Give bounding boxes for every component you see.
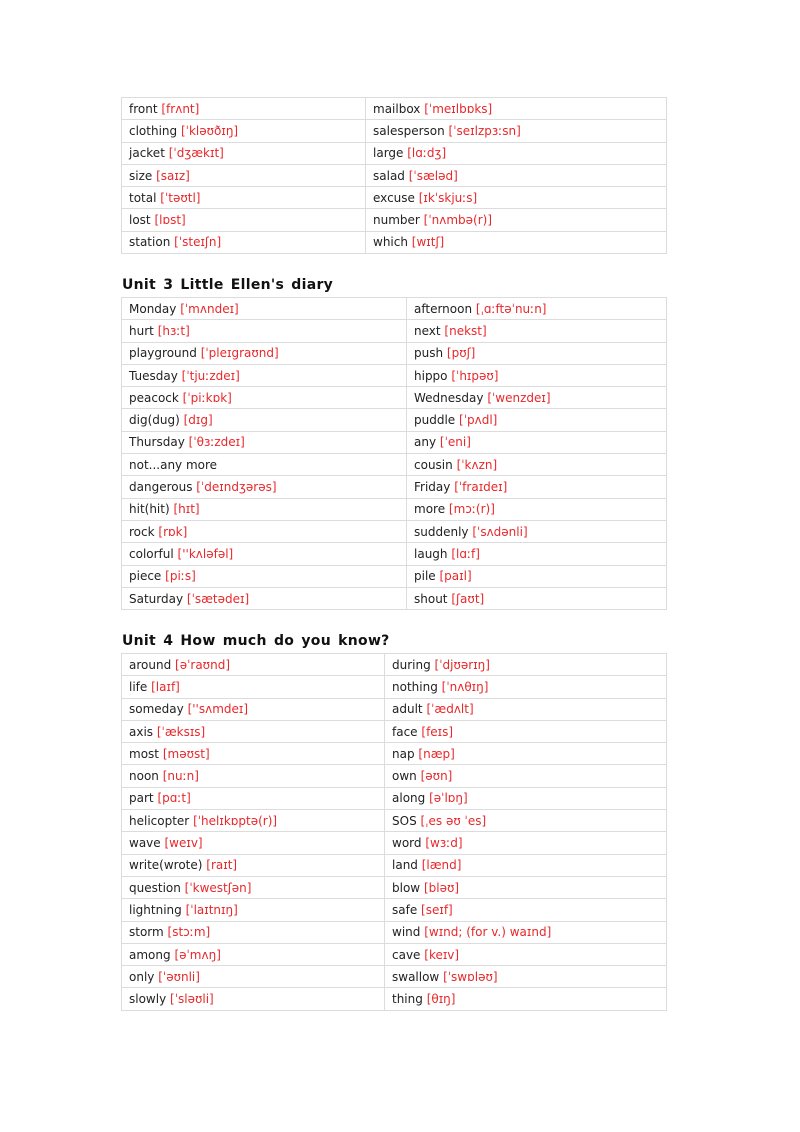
vocab-cell [122,454,407,476]
vocab-word: only [129,969,155,984]
table-row [122,164,667,186]
vocab-cell [122,431,407,453]
vocab-word: most [129,746,159,761]
table-row [122,120,667,142]
vocab-pronunciation: [ˈkʌzn] [456,457,498,472]
vocab-cell [122,654,385,676]
vocab-word: suddenly [414,524,469,539]
vocab-word: size [129,168,153,183]
vocab-word: rock [129,524,155,539]
vocab-word: own [392,769,417,784]
vocab-cell [407,342,667,364]
table-row [122,342,667,364]
vocab-cell [366,142,667,164]
vocab-cell [385,943,667,965]
vocab-cell [407,409,667,431]
table-row [122,654,667,676]
vocab-pronunciation: [dɪg] [183,413,213,428]
vocab-table-unit3 [121,297,667,610]
vocab-pronunciation: [ˌɑːftəˈnuːn] [475,301,547,316]
vocab-cell [407,454,667,476]
vocab-table-body [122,298,667,610]
vocab-cell [385,654,667,676]
vocab-cell [122,854,385,876]
vocab-pronunciation: [ˈpleɪgraʊnd] [200,346,279,361]
vocab-cell [122,988,385,1010]
table-row [122,320,667,342]
vocab-word: excuse [373,190,415,205]
vocab-cell [385,720,667,742]
vocab-word: pile [414,569,436,584]
vocab-pronunciation: [ˈəʊnli] [158,969,200,984]
vocab-word: lightning [129,902,182,917]
vocab-pronunciation: [hɜːt] [157,323,190,338]
vocab-pronunciation: [ˈsləʊli] [170,992,214,1007]
vocab-cell [122,810,385,832]
table-row [122,543,667,565]
vocab-pronunciation: [ˈeni] [439,435,471,450]
vocab-pronunciation: [ˈtjuːzdeɪ] [181,368,240,383]
vocab-word: thing [392,992,423,1007]
vocab-cell [366,98,667,120]
table-row [122,142,667,164]
vocab-word: land [392,858,418,873]
vocab-cell [122,164,366,186]
vocab-word: puddle [414,413,456,428]
vocab-cell [366,187,667,209]
vocab-word: cave [392,947,421,962]
vocab-pronunciation: [seɪf] [421,902,453,917]
vocab-word: Monday [129,301,177,316]
vocab-pronunciation: [ˈkləʊðɪŋ] [180,123,239,138]
table-row [122,209,667,231]
vocab-cell [385,899,667,921]
vocab-cell [122,298,407,320]
vocab-pronunciation: [ˈdʒækɪt] [168,146,224,161]
table-row [122,943,667,965]
vocab-pronunciation: [lænd] [421,858,462,873]
table-row [122,988,667,1010]
table-row [122,810,667,832]
vocab-cell [407,320,667,342]
vocab-word: next [414,323,441,338]
vocab-pronunciation: [ˈnʌθɪŋ] [441,679,489,694]
vocab-cell [385,876,667,898]
vocab-word: face [392,724,418,739]
vocab-word: hippo [414,368,448,383]
vocab-cell [407,587,667,609]
vocab-word: clothing [129,123,178,138]
vocab-cell [122,409,407,431]
vocab-word: part [129,791,154,806]
table-row [122,676,667,698]
vocab-cell [366,231,667,253]
vocab-word: during [392,657,431,672]
vocab-cell [122,120,366,142]
vocab-cell [122,320,407,342]
vocab-cell [122,498,407,520]
table-row [122,966,667,988]
vocab-cell [122,520,407,542]
vocab-cell [122,720,385,742]
vocab-pronunciation: [ˈθɜːzdeɪ] [188,435,245,450]
unit-4-heading: Unit 4 How much do you know? [122,633,390,649]
vocab-word: helicopter [129,813,190,828]
vocab-pronunciation: [ˈædʌlt] [426,702,474,717]
vocab-pronunciation: [frʌnt] [161,101,200,116]
vocab-word: write(wrote) [129,858,203,873]
vocab-pronunciation: [stɔːm] [167,925,211,940]
vocab-cell [122,832,385,854]
vocab-pronunciation: [ˈdjʊərɪŋ] [434,657,490,672]
vocab-pronunciation: [ˈmeɪlbɒks] [424,101,493,116]
vocab-word: along [392,791,426,806]
table-row [122,765,667,787]
vocab-word: playground [129,346,197,361]
vocab-cell [407,565,667,587]
table-row [122,787,667,809]
vocab-pronunciation: [ˈsʌdənli] [472,524,528,539]
vocab-pronunciation: [wɪnd; (for v.) waɪnd] [424,925,552,940]
vocab-table-body [122,98,667,254]
table-row [122,587,667,609]
vocab-word: safe [392,902,418,917]
vocab-word: any [414,435,437,450]
vocab-cell [122,209,366,231]
vocab-cell [122,966,385,988]
vocab-pronunciation: [piːs] [165,569,196,584]
vocab-word: salad [373,168,405,183]
vocab-word: swallow [392,969,440,984]
vocab-cell [122,543,407,565]
table-row [122,187,667,209]
vocab-pronunciation: [ˈfraɪdeɪ] [454,480,508,495]
table-row [122,854,667,876]
vocab-cell [366,209,667,231]
table-row [122,899,667,921]
vocab-cell [407,387,667,409]
vocab-cell [122,921,385,943]
vocab-pronunciation: [''sʌmdeɪ] [187,702,249,717]
vocab-pronunciation: [raɪt] [206,858,238,873]
table-row [122,98,667,120]
vocab-pronunciation: [paɪl] [439,569,472,584]
vocab-cell [385,810,667,832]
vocab-pronunciation: [hɪt] [173,502,200,517]
vocab-pronunciation: [ˈhɪpəʊ] [451,368,499,383]
vocab-cell [122,765,385,787]
vocab-cell [407,498,667,520]
vocab-pronunciation: [əʊn] [420,769,453,784]
vocab-word: more [414,502,446,517]
vocab-pronunciation: [ˈæksɪs] [156,724,206,739]
table-row [122,565,667,587]
vocab-word: someday [129,702,184,717]
vocab-cell [385,765,667,787]
vocab-word: shout [414,591,448,606]
table-row [122,720,667,742]
vocab-cell [122,698,385,720]
vocab-pronunciation: [lɑːdʒ] [407,146,447,161]
vocab-pronunciation: [nuːn] [162,769,199,784]
vocab-word: colorful [129,546,174,561]
vocab-cell [122,98,366,120]
vocab-pronunciation: [ˈmʌndeɪ] [180,301,239,316]
vocab-word: wave [129,836,161,851]
vocab-pronunciation: [məʊst] [162,746,210,761]
vocab-word: among [129,947,171,962]
table-row [122,921,667,943]
vocab-word: nothing [392,679,438,694]
vocab-cell [366,120,667,142]
vocab-pronunciation: [nekst] [444,323,487,338]
vocab-cell [385,676,667,698]
vocab-cell [407,476,667,498]
vocab-cell [407,520,667,542]
vocab-word: afternoon [414,301,473,316]
vocab-word: laugh [414,546,448,561]
vocab-pronunciation: [əˈmʌŋ] [174,947,221,962]
vocab-word: salesperson [373,123,445,138]
vocab-pronunciation: [bləʊ] [423,880,460,895]
vocab-pronunciation: [lɑːf] [451,546,480,561]
vocab-cell [122,142,366,164]
vocab-cell [122,342,407,364]
vocab-cell [122,943,385,965]
vocab-cell [385,921,667,943]
vocab-word: Wednesday [414,390,484,405]
vocab-cell [385,854,667,876]
vocab-cell [385,988,667,1010]
vocab-pronunciation: [ʃaʊt] [451,591,485,606]
table-row [122,298,667,320]
vocab-word: dangerous [129,480,193,495]
table-row [122,743,667,765]
vocab-cell [407,298,667,320]
table-row [122,364,667,386]
table-row [122,698,667,720]
vocab-word: slowly [129,992,167,1007]
vocab-pronunciation: [ˈdeɪndʒərəs] [196,480,277,495]
vocab-cell [122,387,407,409]
vocab-table-unit2 [121,97,667,254]
vocab-word: wind [392,925,421,940]
vocab-pronunciation: [ˈswɒləʊ] [443,969,498,984]
vocab-word: peacock [129,390,179,405]
vocab-word: mailbox [373,101,421,116]
vocab-word: question [129,880,181,895]
vocab-cell [122,565,407,587]
vocab-word: piece [129,569,162,584]
table-row [122,431,667,453]
vocab-cell [122,187,366,209]
vocab-pronunciation: [ˈnʌmbə(r)] [423,213,493,228]
vocab-pronunciation: [ˈsætədeɪ] [186,591,250,606]
vocab-word: number [373,213,420,228]
unit-3-heading: Unit 3 Little Ellen's diary [122,277,334,293]
vocab-cell [407,431,667,453]
table-row [122,876,667,898]
vocab-word: blow [392,880,421,895]
vocab-word: Tuesday [129,368,178,383]
vocab-pronunciation: [mɔː(r)] [448,502,495,517]
table-row [122,387,667,409]
vocab-pronunciation: [ˈpʌdl] [459,413,498,428]
vocab-word: total [129,190,157,205]
vocab-word: large [373,146,404,161]
vocab-word: not...any more [129,457,218,472]
vocab-cell [385,743,667,765]
vocab-cell [122,876,385,898]
vocab-pronunciation: [lɒst] [154,213,186,228]
vocab-word: Saturday [129,591,184,606]
vocab-pronunciation: [ˈseɪlzpɜːsn] [448,123,521,138]
table-row [122,832,667,854]
table-row [122,520,667,542]
vocab-word: lost [129,213,151,228]
vocab-cell [122,676,385,698]
vocab-cell [122,899,385,921]
table-row [122,231,667,253]
vocab-pronunciation: [feɪs] [421,724,454,739]
vocab-pronunciation: [ˈtəʊtl] [160,190,201,205]
vocab-cell [407,543,667,565]
vocab-pronunciation: [əˈraʊnd] [175,657,230,672]
table-row [122,409,667,431]
vocab-cell [122,364,407,386]
vocab-cell [366,164,667,186]
vocab-word: word [392,836,422,851]
vocab-pronunciation: [ˈpiːkɒk] [182,390,232,405]
vocab-word: adult [392,702,423,717]
vocab-pronunciation: [laɪf] [151,679,180,694]
vocab-pronunciation: [keɪv] [424,947,460,962]
table-row [122,476,667,498]
vocab-word: storm [129,925,164,940]
vocab-word: front [129,101,158,116]
table-row [122,454,667,476]
vocab-word: station [129,235,171,250]
vocab-cell [122,743,385,765]
vocab-word: push [414,346,444,361]
vocab-pronunciation: [ˈsæləd] [408,168,458,183]
vocab-cell [385,787,667,809]
vocab-pronunciation: [saɪz] [156,168,190,183]
vocab-pronunciation: [əˈlɒŋ] [429,791,468,806]
vocab-cell [122,476,407,498]
vocab-cell [385,966,667,988]
vocab-word: SOS [392,813,417,828]
vocab-word: Thursday [129,435,185,450]
vocab-pronunciation: [wɜːd] [425,836,463,851]
vocab-pronunciation: [ˈhelɪkɒptə(r)] [193,813,278,828]
vocab-pronunciation: [ˈlaɪtnɪŋ] [185,902,238,917]
vocab-word: around [129,657,172,672]
vocab-cell [122,787,385,809]
vocab-pronunciation: [wɪtʃ] [411,235,445,250]
vocab-cell [385,698,667,720]
vocab-word: cousin [414,457,453,472]
vocab-table-body [122,654,667,1011]
vocab-pronunciation: [næp] [418,746,455,761]
vocab-pronunciation: [ˈwenzdeɪ] [487,390,551,405]
vocab-pronunciation: [ɪkˈskjuːs] [418,190,478,205]
table-row [122,498,667,520]
vocab-pronunciation: [ˌes əʊ ˈes] [420,813,487,828]
vocab-word: life [129,679,148,694]
vocab-pronunciation: [pɑːt] [157,791,191,806]
vocab-cell [122,231,366,253]
vocab-pronunciation: [weɪv] [164,836,203,851]
vocab-word: jacket [129,146,165,161]
vocab-word: hurt [129,323,154,338]
vocab-cell [385,832,667,854]
vocab-word: which [373,235,408,250]
vocab-table-unit4 [121,653,667,1011]
vocab-word: noon [129,769,159,784]
vocab-pronunciation: [ˈkwestʃən] [184,880,252,895]
vocab-cell [122,587,407,609]
vocab-pronunciation: [pʊʃ] [446,346,476,361]
vocab-word: Friday [414,480,451,495]
vocab-cell [407,364,667,386]
vocab-word: axis [129,724,154,739]
vocab-pronunciation: [rɒk] [158,524,188,539]
vocab-word: dig(dug) [129,413,180,428]
vocab-pronunciation: [''kʌləfəl] [177,546,234,561]
vocab-pronunciation: [ˈsteɪʃn] [174,235,222,250]
vocab-word: hit(hit) [129,502,170,517]
vocab-word: nap [392,746,415,761]
vocab-pronunciation: [θɪŋ] [426,992,456,1007]
